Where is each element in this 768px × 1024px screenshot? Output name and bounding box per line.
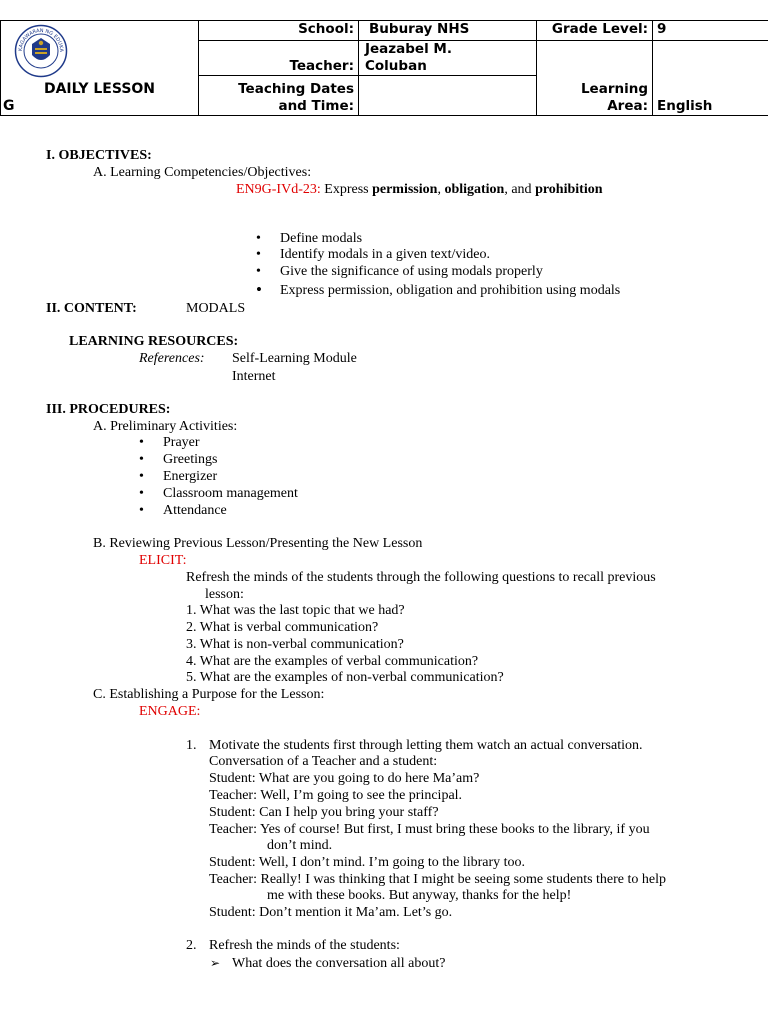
bullet-icon: • xyxy=(139,452,144,467)
objective-item: Give the significance of using modals properly xyxy=(280,264,543,279)
area-label: Learning Area: xyxy=(537,41,653,116)
dates-value xyxy=(359,76,537,116)
bullet-icon: • xyxy=(139,503,144,518)
school-value: Buburay NHS xyxy=(359,21,537,41)
arrow-bullet-icon: ➢ xyxy=(210,956,221,970)
svg-text:KAGAWARAN NG EDUKASYON: KAGAWARAN NG EDUKA xyxy=(17,27,65,53)
deped-seal-logo xyxy=(14,24,68,78)
competencies-label: A. Learning Competencies/Objectives: xyxy=(93,165,312,180)
preliminary-item: Classroom management xyxy=(163,486,298,501)
review-label: B. Reviewing Previous Lesson/Presenting the New Lesson xyxy=(93,536,423,551)
preliminary-item: Prayer xyxy=(163,435,200,450)
bullet-icon: • xyxy=(256,231,261,246)
purpose-label: C. Establishing a Purpose for the Lesson: xyxy=(93,687,325,702)
grade-value: 9 xyxy=(653,21,768,41)
dates-label: Teaching Dates and Time: xyxy=(199,76,359,116)
competency-line: EN9G-IVd-23: Express permission, obligation, and prohibition xyxy=(236,182,603,197)
bullet-icon: • xyxy=(139,486,144,501)
objectives-heading: I. OBJECTIVES: xyxy=(46,148,152,163)
school-label: School: xyxy=(199,21,359,41)
conversation-line-continued: me with these books. But anyway, thanks for the help! xyxy=(267,888,572,903)
conversation-line: Student: Can I help you bring your staff? xyxy=(209,805,439,820)
header-table xyxy=(0,20,768,116)
sub-question: What does the conversation all about? xyxy=(232,956,446,971)
references-label: References: xyxy=(139,351,205,366)
content-value: MODALS xyxy=(186,301,246,316)
bullet-icon: • xyxy=(256,264,261,279)
conversation-title: Conversation of a Teacher and a student: xyxy=(209,754,438,769)
review-question: 3. What is non-verbal communication? xyxy=(186,637,404,652)
preliminary-item: Energizer xyxy=(163,469,218,484)
elicit-label: ELICIT: xyxy=(139,553,187,568)
reference-item: Self-Learning Module xyxy=(232,351,357,366)
doc-title: DAILY LESSON xyxy=(43,81,156,97)
objective-item: Define modals xyxy=(280,231,363,246)
objective-item: Express permission, obligation and prohibition using modals xyxy=(280,283,621,298)
preliminary-item: Attendance xyxy=(163,503,227,518)
conversation-line: Student: Don’t mention it Ma’am. Let’s go. xyxy=(209,905,453,920)
doc-title-continued: G xyxy=(3,98,15,114)
preliminary-label: A. Preliminary Activities: xyxy=(93,419,238,434)
conversation-line: Student: What are you going to do here Ma’am? xyxy=(209,771,480,786)
conversation-line: Student: Well, I don’t mind. I’m going to the library too. xyxy=(209,855,526,870)
elicit-text-continued: lesson: xyxy=(205,587,244,602)
conversation-line: Teacher: Really! I was thinking that I might be seeing some students there to help xyxy=(209,872,667,887)
engage-label: ENGAGE: xyxy=(139,704,201,719)
area-value: English xyxy=(653,41,768,116)
teacher-label: Teacher: xyxy=(199,41,359,76)
engage-item-text: Motivate the students first through letting them watch an actual conversation. xyxy=(209,738,643,753)
grade-label: Grade Level: xyxy=(537,21,653,41)
objective-item: Identify modals in a given text/video. xyxy=(280,247,490,262)
teacher-value: Jeazabel M. Coluban xyxy=(359,41,537,76)
conversation-line: Teacher: Well, I’m going to see the principal. xyxy=(209,788,463,803)
conversation-line-continued: don’t mind. xyxy=(267,838,333,853)
elicit-text: Refresh the minds of the students through the following questions to recall previous xyxy=(186,570,656,585)
reference-item: Internet xyxy=(232,369,276,384)
conversation-line: Teacher: Yes of course! But first, I must bring these books to the library, if you xyxy=(209,822,650,837)
review-question: 5. What are the examples of non-verbal communication? xyxy=(186,670,504,685)
engage-item-number: 2. xyxy=(186,938,197,953)
preliminary-item: Greetings xyxy=(163,452,218,467)
bullet-icon: • xyxy=(256,247,261,262)
review-question: 4. What are the examples of verbal communication? xyxy=(186,654,479,669)
review-question: 1. What was the last topic that we had? xyxy=(186,603,405,618)
bullet-icon: • xyxy=(256,280,262,299)
bullet-icon: • xyxy=(139,435,144,450)
procedures-heading: III. PROCEDURES: xyxy=(46,402,171,417)
bullet-icon: • xyxy=(139,469,144,484)
engage-item-number: 1. xyxy=(186,738,197,753)
engage-item-text: Refresh the minds of the students: xyxy=(209,938,400,953)
review-question: 2. What is verbal communication? xyxy=(186,620,379,635)
content-heading: II. CONTENT: xyxy=(46,301,137,316)
competency-code: EN9G-IVd-23: xyxy=(236,182,321,197)
resources-heading: LEARNING RESOURCES: xyxy=(69,334,239,349)
